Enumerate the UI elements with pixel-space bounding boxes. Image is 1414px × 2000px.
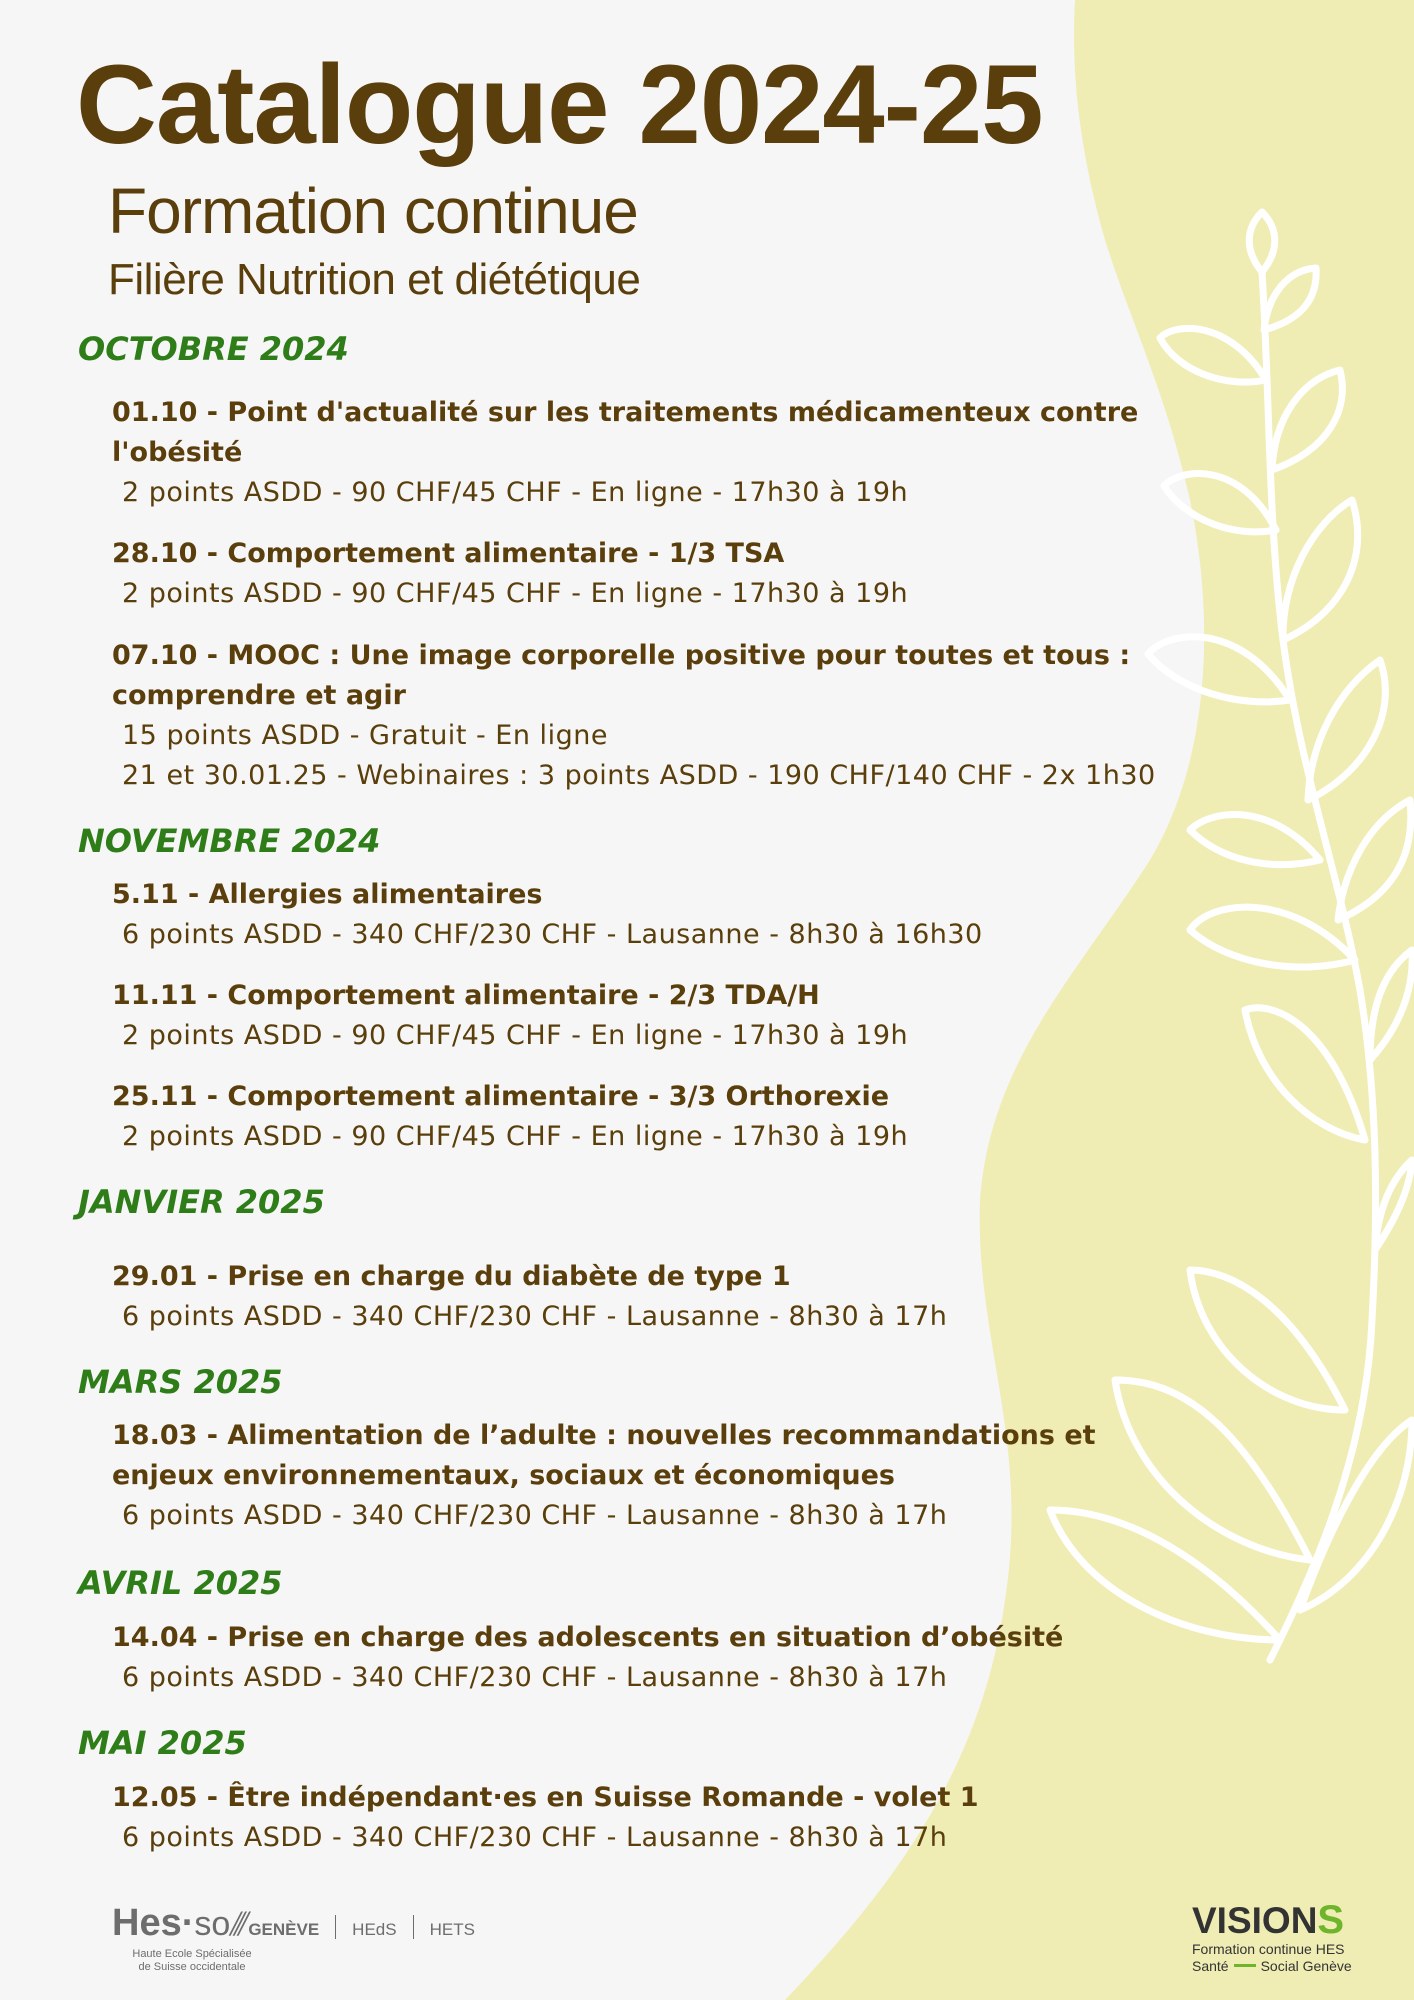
event-title: 11.11 - Comportement alimentaire - 2/3 TDA/H — [112, 980, 820, 1011]
divider — [413, 1915, 414, 1939]
visions-wordmark — [1192, 1900, 1392, 1941]
event-item — [112, 875, 1242, 955]
hes-unit-hets: HETS — [429, 1920, 475, 1939]
event-item — [112, 1778, 1242, 1858]
month-heading-avril: AVRIL 2025 — [78, 1564, 283, 1602]
event-title: l'obésité — [112, 437, 243, 468]
hes-caption-line: Haute Ecole Spécialisée — [132, 1948, 252, 1960]
event-item — [112, 1618, 1242, 1698]
event-title: comprendre et agir — [112, 680, 406, 711]
page-subtitle-program: Filière Nutrition et diététique — [108, 255, 641, 304]
hes-caption-line: de Suisse occidentale — [138, 1961, 246, 1973]
visions-social: Social Genève — [1260, 1958, 1352, 1974]
month-heading-mai: MAI 2025 — [78, 1724, 247, 1762]
event-detail: 2 points ASDD - 90 CHF/45 CHF - En ligne - 17h30 à 19h — [122, 1020, 909, 1051]
event-detail: 15 points ASDD - Gratuit - En ligne — [122, 720, 608, 751]
event-detail: 6 points ASDD - 340 CHF/230 CHF - Lausanne - 8h30 à 17h — [122, 1301, 948, 1332]
visions-tagline-2 — [1192, 1958, 1392, 1975]
event-title: 14.04 - Prise en charge des adolescents en situation d’obésité — [112, 1622, 1064, 1653]
month-heading-mars: MARS 2025 — [78, 1363, 283, 1401]
event-item — [112, 976, 1242, 1056]
hes-city: GENÈVE — [248, 1920, 320, 1939]
month-heading-octobre: OCTOBRE 2024 — [78, 330, 349, 368]
visions-tagline: Formation continue HES — [1192, 1941, 1345, 1957]
hes-so-logo — [112, 1902, 475, 1945]
event-detail: 2 points ASDD - 90 CHF/45 CHF - En ligne - 17h30 à 19h — [122, 578, 909, 609]
visions-word: VISION — [1192, 1900, 1318, 1941]
hes-brand: Hes — [112, 1902, 182, 1944]
event-item — [112, 1416, 1242, 1536]
month-heading-janvier: JANVIER 2025 — [78, 1183, 325, 1221]
event-title: 25.11 - Comportement alimentaire - 3/3 Orthorexie — [112, 1081, 890, 1112]
month-heading-novembre: NOVEMBRE 2024 — [78, 822, 381, 860]
event-detail: 6 points ASDD - 340 CHF/230 CHF - Lausanne - 8h30 à 17h — [122, 1662, 948, 1693]
event-item — [112, 534, 1242, 614]
event-title: 28.10 - Comportement alimentaire - 1/3 TSA — [112, 538, 785, 569]
event-title: 07.10 - MOOC : Une image corporelle positive pour toutes et tous : — [112, 640, 1131, 671]
event-title: 29.01 - Prise en charge du diabète de type 1 — [112, 1261, 791, 1292]
event-title: enjeux environnementaux, sociaux et économiques — [112, 1460, 895, 1491]
page-title: Catalogue 2024-25 — [76, 42, 1043, 167]
hes-slashes: /// — [230, 1903, 243, 1943]
page-subtitle: Formation continue — [108, 175, 638, 247]
event-detail: 6 points ASDD - 340 CHF/230 CHF - Lausanne - 8h30 à 16h30 — [122, 919, 983, 950]
event-item — [112, 393, 1242, 513]
hes-unit-heds: HEdS — [352, 1920, 397, 1939]
event-title: 18.03 - Alimentation de l’adulte : nouvelles recommandations et — [112, 1420, 1096, 1451]
visions-sante: Santé — [1192, 1958, 1229, 1974]
hes-dot: · — [181, 1902, 195, 1944]
event-detail: 21 et 30.01.25 - Webinaires : 3 points ASDD - 190 CHF/140 CHF - 2x 1h30 — [122, 760, 1156, 791]
hes-so-logo-box — [78, 1872, 558, 2000]
event-item — [112, 636, 1242, 796]
event-detail: 2 points ASDD - 90 CHF/45 CHF - En ligne - 17h30 à 19h — [122, 1121, 909, 1152]
divider — [335, 1915, 336, 1939]
dash-icon — [1234, 1964, 1256, 1967]
event-item — [112, 1257, 1242, 1337]
visions-s-letter: S — [1317, 1898, 1345, 1942]
event-title: 12.05 - Être indépendant·es en Suisse Romande - volet 1 — [112, 1782, 979, 1813]
event-title: 01.10 - Point d'actualité sur les traitements médicamenteux contre — [112, 397, 1139, 428]
event-detail: 6 points ASDD - 340 CHF/230 CHF - Lausanne - 8h30 à 17h — [122, 1500, 948, 1531]
event-item — [112, 1077, 1242, 1157]
event-detail: 2 points ASDD - 90 CHF/45 CHF - En ligne - 17h30 à 19h — [122, 477, 909, 508]
event-title: 5.11 - Allergies alimentaires — [112, 879, 543, 910]
hes-so-text: so — [194, 1905, 231, 1943]
hes-caption — [112, 1948, 272, 1974]
visions-logo — [1192, 1900, 1392, 1975]
event-detail: 6 points ASDD - 340 CHF/230 CHF - Lausanne - 8h30 à 17h — [122, 1822, 948, 1853]
